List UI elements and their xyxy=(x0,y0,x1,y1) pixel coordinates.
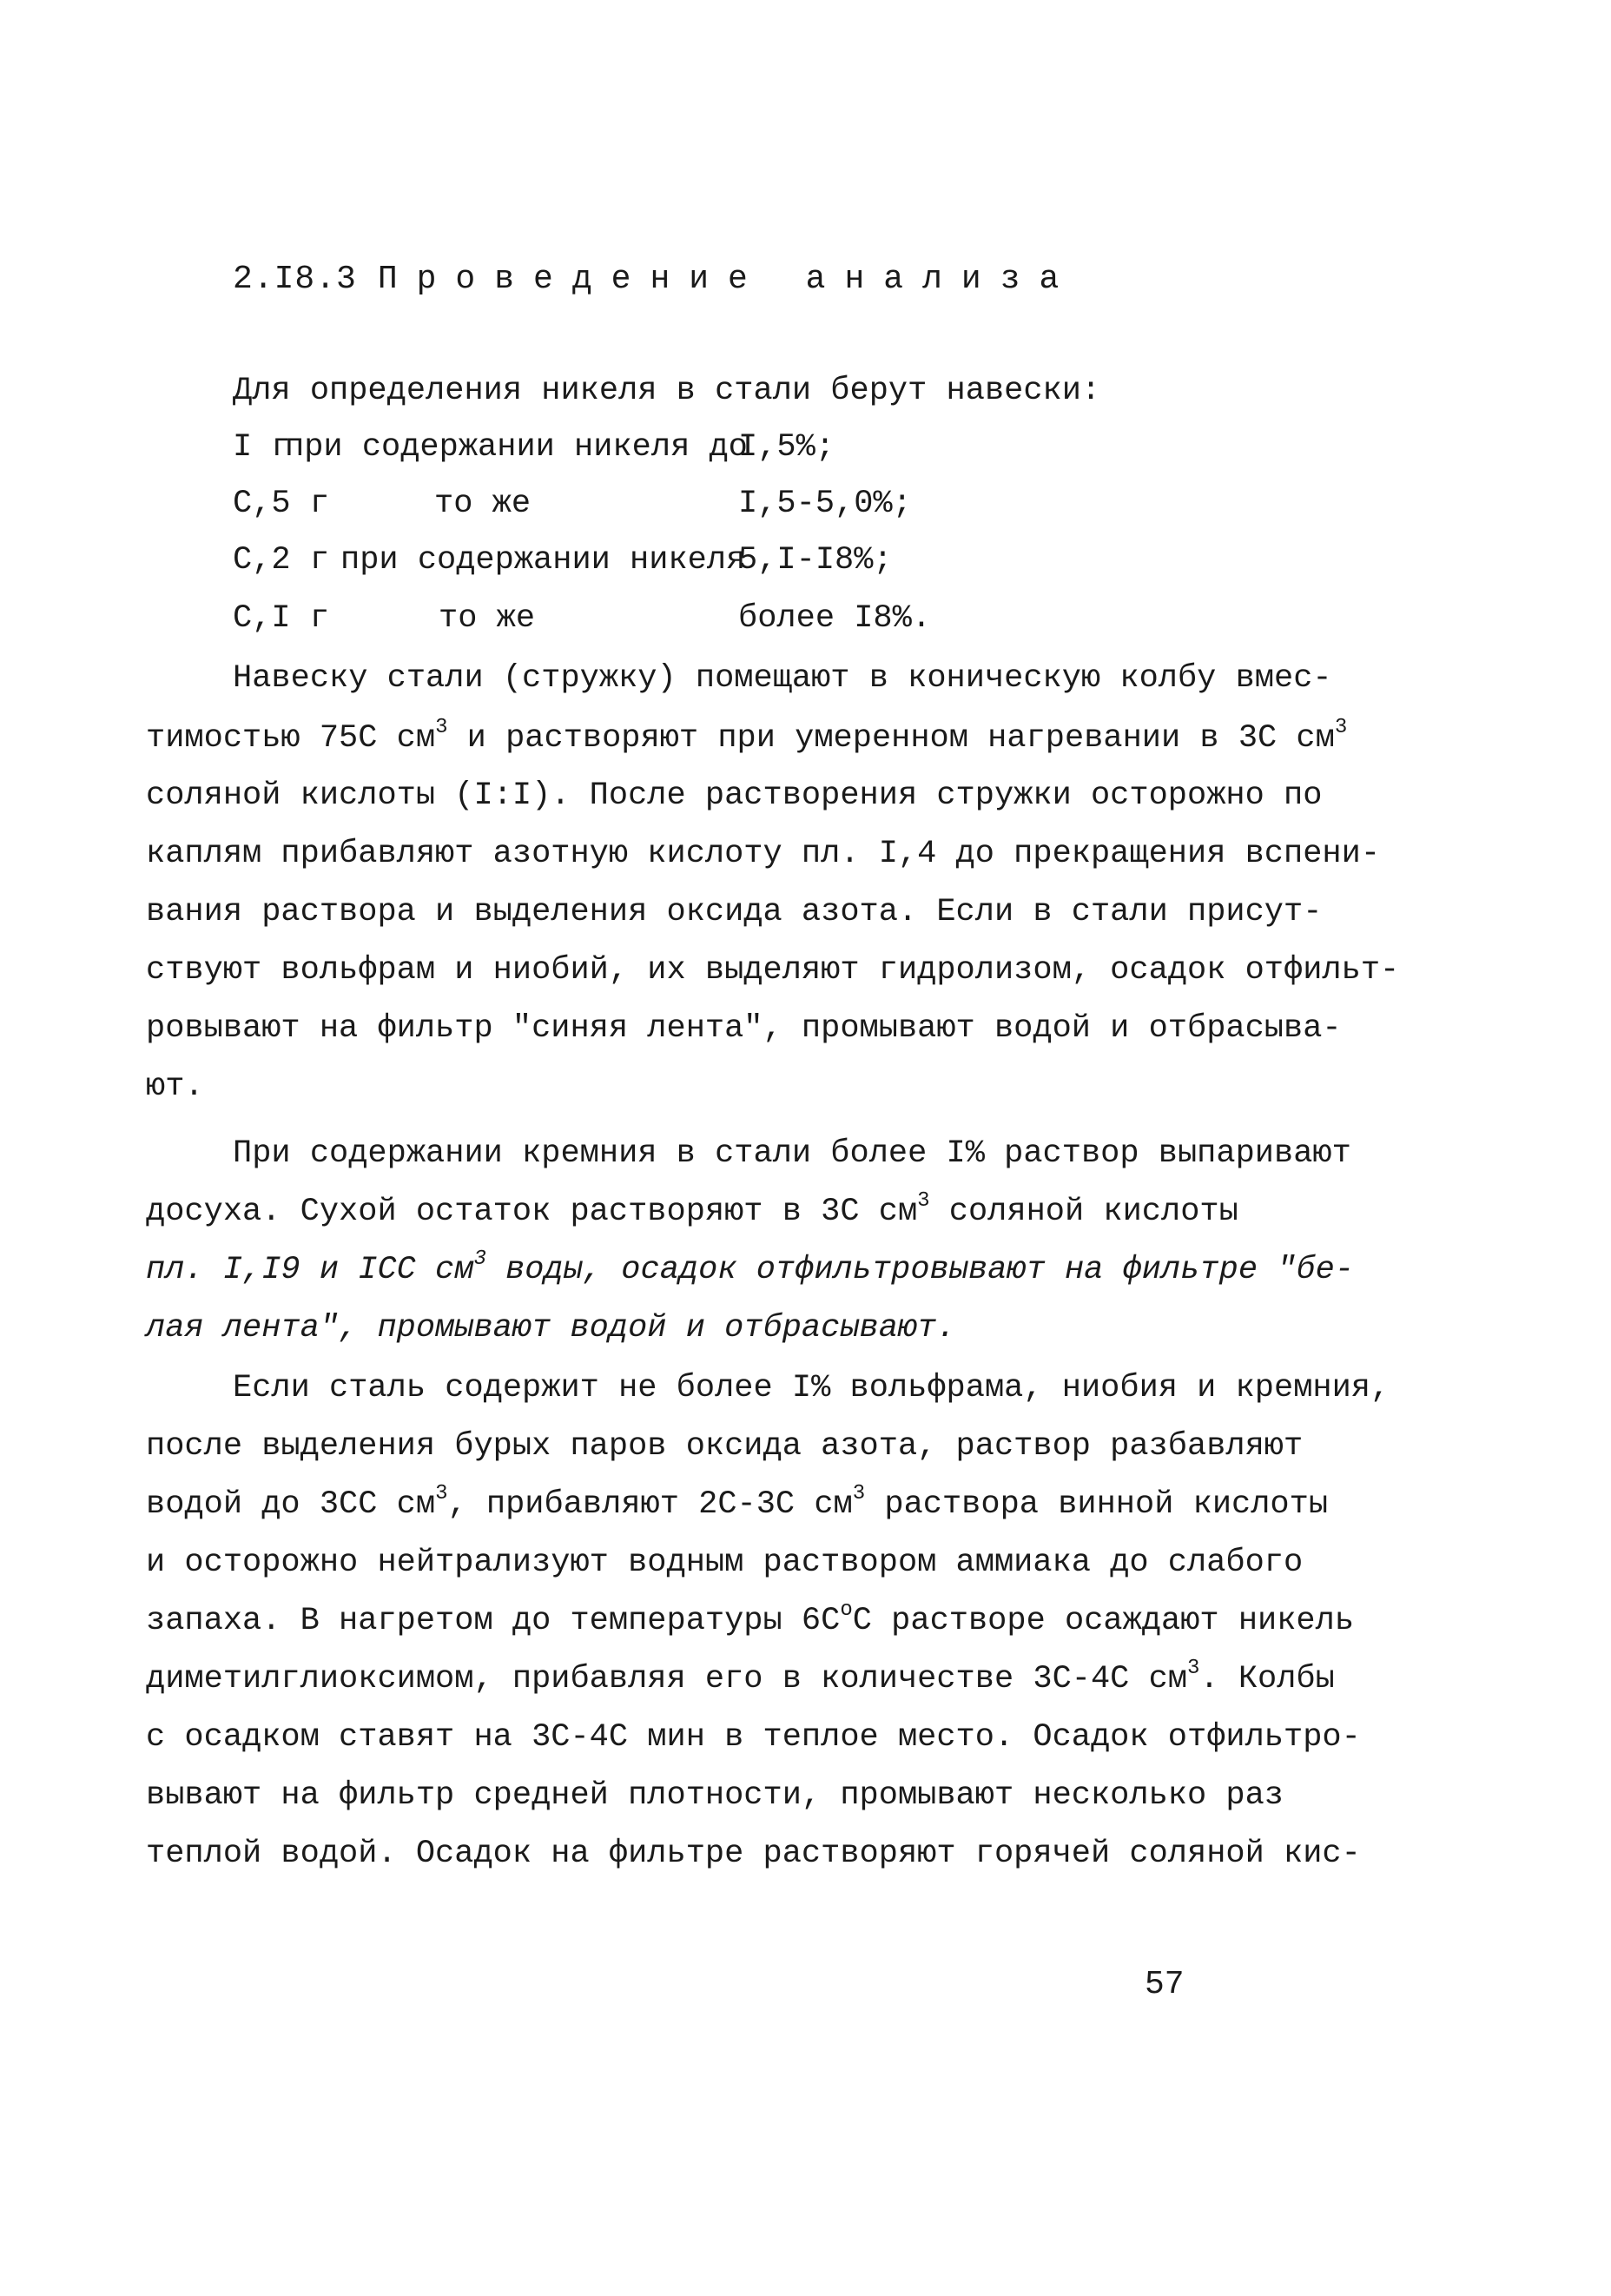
text-line: теплой водой. Осадок на фильтре растворяют горячей соляной кис- xyxy=(146,1836,1361,1872)
weight-condition: то же xyxy=(439,600,536,637)
text-line: Навеску стали (стружку) помещают в коническую колбу вмес- xyxy=(233,660,1332,697)
text-line: Если сталь содержит не более I% вольфрама, ниобия и кремния, xyxy=(233,1370,1390,1406)
superscript: 3 xyxy=(917,1189,930,1213)
text-line: вания раствора и выделения оксида азота. Если в стали присут- xyxy=(146,894,1323,930)
weight-value: I,5%; xyxy=(738,429,835,466)
superscript: о xyxy=(840,1598,853,1622)
text-line: диметилглиоксимом, прибавляя его в количестве 3С-4С $см^3$. Колбы xyxy=(146,1657,1335,1697)
text-line: водой до 3СС $см^3$, прибавляют 2С-3С $см^3$ раствора винной кислоты xyxy=(146,1482,1329,1523)
text-line: лая лента", промывают водой и отбрасывают. xyxy=(146,1310,956,1347)
intro-line: Для определения никеля в стали берут навески: xyxy=(233,373,1101,409)
text-line: вывают на фильтр средней плотности, промывают несколько раз xyxy=(146,1777,1284,1814)
text-line: ровывают на фильтр "синяя лента", промывают водой и отбрасыва- xyxy=(146,1010,1342,1047)
text-line: после выделения бурых паров оксида азота, раствор разбавляют xyxy=(146,1428,1304,1465)
section-number: 2.I8.3 xyxy=(233,261,357,298)
superscript: 3 xyxy=(852,1482,866,1505)
text-line: ствуют вольфрам и ниобий, их выделяют гидролизом, осадок отфильт- xyxy=(146,952,1400,989)
weight-mass: С,I г xyxy=(233,600,330,637)
text-line: досуха. Сухой остаток растворяют в 3С $см^3$ соляной кислоты xyxy=(146,1189,1238,1230)
text-line: пл. I,I9 и IСС $см^3$ воды, осадок отфильтровывают на фильтре "бе- xyxy=(146,1247,1355,1288)
weight-mass: I г xyxy=(233,429,291,466)
text-line: запаха. В нагретом до температуры $6С^оС$ растворе осаждают никель xyxy=(146,1598,1355,1639)
section-heading xyxy=(233,261,1078,298)
superscript: 3 xyxy=(435,716,448,739)
weight-value: 5,I-I8%; xyxy=(738,542,893,579)
weight-mass: С,2 г xyxy=(233,542,330,579)
text-line: с осадком ставят на 3С-4С мин в теплое место. Осадок отфильтро- xyxy=(146,1719,1361,1756)
text-line: При содержании кремния в стали более I% раствор выпаривают xyxy=(233,1135,1351,1172)
weight-mass: С,5 г xyxy=(233,486,330,522)
text-line: каплям прибавляют азотную кислоту пл. I,4 до прекращения вспени- xyxy=(146,836,1381,872)
weight-condition: то же xyxy=(434,486,531,522)
superscript: 3 xyxy=(435,1482,448,1505)
weight-condition: при содержании никеля xyxy=(340,542,746,579)
text-line: тимостью 75С $см^3$ и растворяют при умеренном нагревании в 3С $см^3$ xyxy=(146,716,1348,757)
page-number: 57 xyxy=(1145,1966,1185,2003)
text-line: соляной кислоты (I:I). После растворения стружки осторожно по xyxy=(146,777,1323,814)
text-line: и осторожно нейтрализуют водным раствором аммиака до слабого xyxy=(146,1545,1304,1581)
superscript: 3 xyxy=(1334,716,1348,739)
superscript: 3 xyxy=(1187,1657,1200,1680)
text-line: ют. xyxy=(146,1069,204,1105)
weight-value: более I8%. xyxy=(738,600,932,637)
superscript: 3 xyxy=(473,1247,486,1271)
section-title: Проведение анализа xyxy=(377,261,1079,298)
weight-condition: при содержании никеля до xyxy=(285,429,748,466)
weight-value: I,5-5,0%; xyxy=(738,486,912,522)
